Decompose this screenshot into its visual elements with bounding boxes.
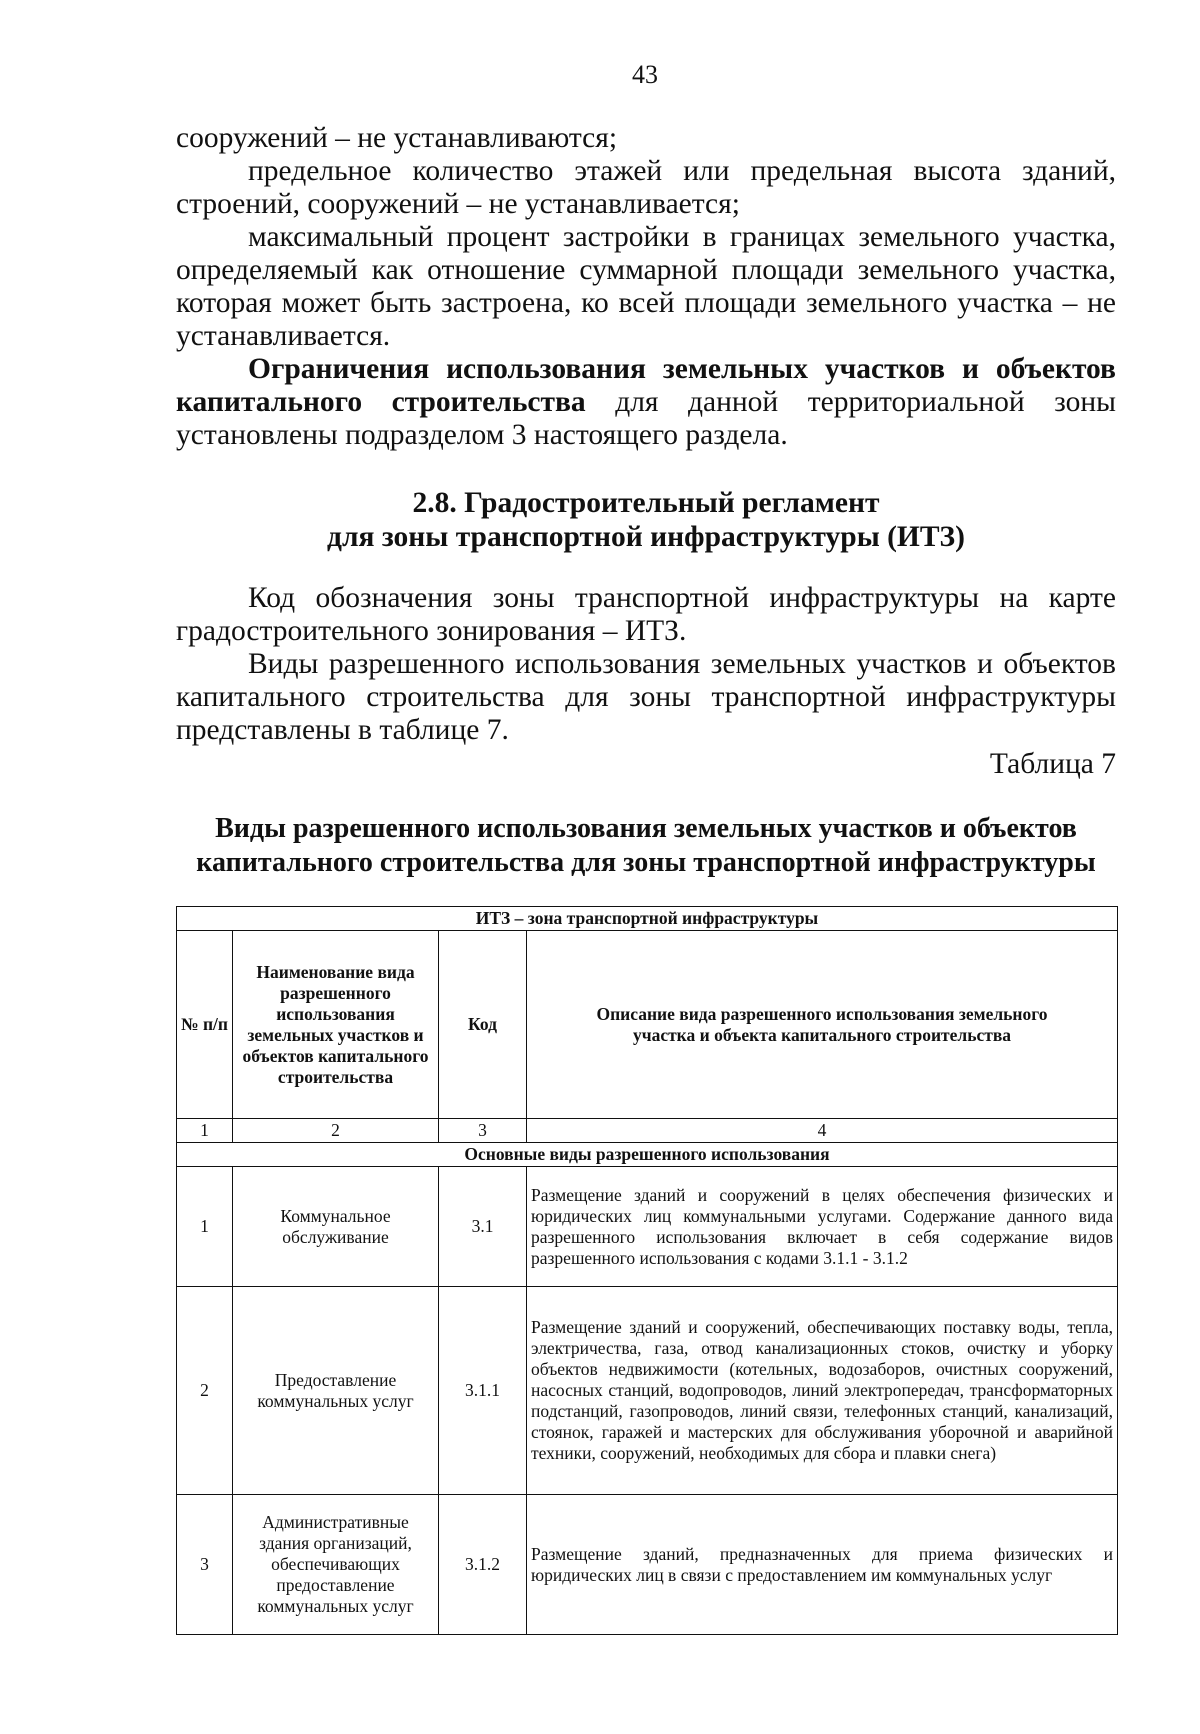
- header-code: Код: [439, 931, 527, 1119]
- row-num: 1: [177, 1167, 233, 1287]
- table-title: [176, 812, 1116, 880]
- intro-text: [176, 582, 1116, 747]
- zone-header-row: [177, 907, 1118, 931]
- body-text-top: [176, 122, 1116, 452]
- row-description: Размещение зданий, предназначенных для приема физических и юридических лиц в связи с предоставлением им коммунальных услуг: [527, 1495, 1118, 1635]
- section-heading-line-2: для зоны транспортной инфраструктуры (ИТЗ): [327, 521, 965, 553]
- row-description: Размещение зданий и сооружений в целях обеспечения физических и юридических лиц коммунальными услугами. Содержание данного вида разрешенного использования включает в себя содержание видов разрешенного использования с кодами 3.1.1 - 3.1.2: [527, 1167, 1118, 1287]
- header-description: Описание вида разрешенного использования земельного участка и объекта капитального строительства: [527, 931, 1118, 1119]
- intro-paragraph-2: Виды разрешенного использования земельных участков и объектов капитального строительства для зоны транспортной инфраструктуры представлены в таблице 7.: [176, 648, 1116, 746]
- table-label: Таблица 7: [989, 748, 1116, 780]
- header-name: Наименование вида разрешенного использования земельных участков и объектов капитального строительства: [233, 931, 439, 1119]
- header-num: № п/п: [177, 931, 233, 1119]
- table-row: [177, 1167, 1118, 1287]
- row-name: Административные здания организаций, обеспечивающих предоставление коммунальных услуг: [233, 1495, 439, 1635]
- row-code: 3.1.1: [439, 1287, 527, 1495]
- col-number-4: 4: [527, 1119, 1118, 1143]
- table-row: [177, 1495, 1118, 1635]
- row-num: 3: [177, 1495, 233, 1635]
- permitted-use-table: [176, 906, 1118, 1635]
- table-title-line-2: капитального строительства для зоны транспортной инфраструктуры: [196, 847, 1096, 878]
- row-description: Размещение зданий и сооружений, обеспечивающих поставку воды, тепла, электричества, газа, отвод канализационных стоков, очистку и уборку объектов недвижимости (котельных, водозаборов, очистных сооружений, насосных станций, водопроводов, линий электропередач, трансформаторных подстанций, газопроводов, линий связи, телефонных станций, канализаций, стоянок, гаражей и мастерских для обслуживания уборочной и аварийной техники, сооружений, необходимых для сбора и плавки снега): [527, 1287, 1118, 1495]
- section-main-cell: Основные виды разрешенного использования: [177, 1143, 1118, 1167]
- section-heading: [176, 486, 1116, 554]
- page-number: 43: [632, 60, 658, 89]
- col-number-2: 2: [233, 1119, 439, 1143]
- paragraph-4-rest: для данной территориальной зоны установлены подразделом 3 настоящего раздела.: [176, 386, 1116, 451]
- zone-header-cell: ИТЗ – зона транспортной инфраструктуры: [177, 907, 1118, 931]
- paragraph-3: максимальный процент застройки в границах земельного участка, определяемый как отношение суммарной площади земельного участка, которая может быть застроена, ко всей площади земельного участка – не устанавливается.: [176, 221, 1116, 352]
- col-number-1: 1: [177, 1119, 233, 1143]
- row-code: 3.1.2: [439, 1495, 527, 1635]
- table-row: [177, 1287, 1118, 1495]
- col-number-3: 3: [439, 1119, 527, 1143]
- column-header-row: [177, 931, 1118, 1119]
- row-name: Коммунальное обслуживание: [233, 1167, 439, 1287]
- intro-paragraph-1: Код обозначения зоны транспортной инфраструктуры на карте градостроительного зонирования – ИТЗ.: [176, 582, 1116, 647]
- section-heading-line-1: 2.8. Градостроительный регламент: [412, 487, 880, 519]
- column-number-row: [177, 1119, 1118, 1143]
- paragraph-1: сооружений – не устанавливаются;: [176, 122, 618, 154]
- paragraph-4: [176, 353, 1116, 452]
- paragraph-4-bold: Ограничения использования земельных участков и объектов капитального строительства: [176, 353, 1116, 418]
- row-num: 2: [177, 1287, 233, 1495]
- paragraph-2: предельное количество этажей или предельная высота зданий, строений, сооружений – не устанавливается;: [176, 155, 1116, 220]
- row-code: 3.1: [439, 1167, 527, 1287]
- section-row: [177, 1143, 1118, 1167]
- table-title-line-1: Виды разрешенного использования земельных участков и объектов: [215, 813, 1077, 844]
- row-name: Предоставление коммунальных услуг: [233, 1287, 439, 1495]
